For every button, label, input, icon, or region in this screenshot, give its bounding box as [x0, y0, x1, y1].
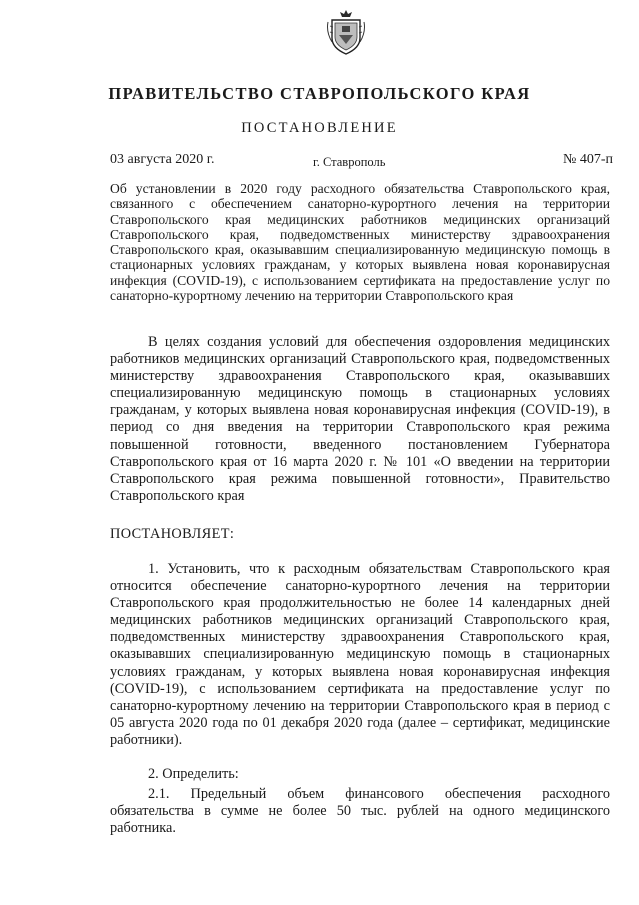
preamble-paragraph: В целях создания условий для обеспечения оздоровления медицинских работников медицинских организаций Ставропольского края, подведомственных министерству здравоохранения Ставропольского края, оказывавших специализированную медицинскую помощь в стационарных условиях гражданам, у которых выявлена новая коронавирусная инфекция (COVID-19), в период со дня введения на территории Ставропольского края режима повышенной готовности, введенного постановлением Губернатора Ставропольского края от 16 марта 2020 г. № 101 «О введении на территории Ставропольского края режима повышенной готовности», Правительство Ставропольского края — [110, 334, 610, 504]
document-subject: Об установлении в 2020 году расходного обязательства Ставропольского края, связанного с обеспечением санаторно-курортного лечения на территории Ставропольского края медицинских работников медицинских организаций Ставропольского края, подведомственных министерству здравоохранения Ставропольского края, оказывавшим специализированную медицинскую помощь в стационарных условиях гражданам, у которых выявлена новая коронавирусная инфекция (COVID-19), с использованием сертификата на предоставление услуг по санаторно-курортному лечению на территории Ставропольского края — [110, 181, 610, 304]
resolves-heading: ПОСТАНОВЛЯЕТ: — [110, 526, 235, 542]
organization-title: ПРАВИТЕЛЬСТВО СТАВРОПОЛЬСКОГО КРАЯ — [108, 84, 531, 103]
item-2-paragraph: 2. Определить: — [148, 766, 239, 782]
document-date: 03 августа 2020 г. — [110, 152, 215, 167]
document-type: ПОСТАНОВЛЕНИЕ — [241, 120, 398, 136]
item-1-paragraph: 1. Установить, что к расходным обязательствам Ставропольского края относится обеспечение санаторно-курортного лечения на территории Ставропольского края продолжительностью не более 14 календарных дней медицинских работников медицинских организаций Ставропольского края, подведомственных министерству здравоохранения Ставропольского края, оказывавших специализированную медицинскую помощь в стационарных условиях гражданам, у которых выявлена новая коронавирусная инфекция (COVID-19), с использованием сертификата на предоставление услуг по санаторно-курортному лечению на территории Ставропольского края в период с 05 августа 2020 года по 01 декабря 2020 года (далее – сертификат, медицинские работники). — [110, 561, 610, 748]
item-2-1-paragraph: 2.1. Предельный объем финансового обеспечения расходного обязательства в сумме не более 50 тыс. рублей на одного медицинского работника. — [110, 786, 610, 837]
coat-of-arms-icon — [326, 8, 366, 56]
document-city: г. Ставрополь — [313, 155, 386, 169]
document-number: № 407-п — [562, 152, 613, 167]
